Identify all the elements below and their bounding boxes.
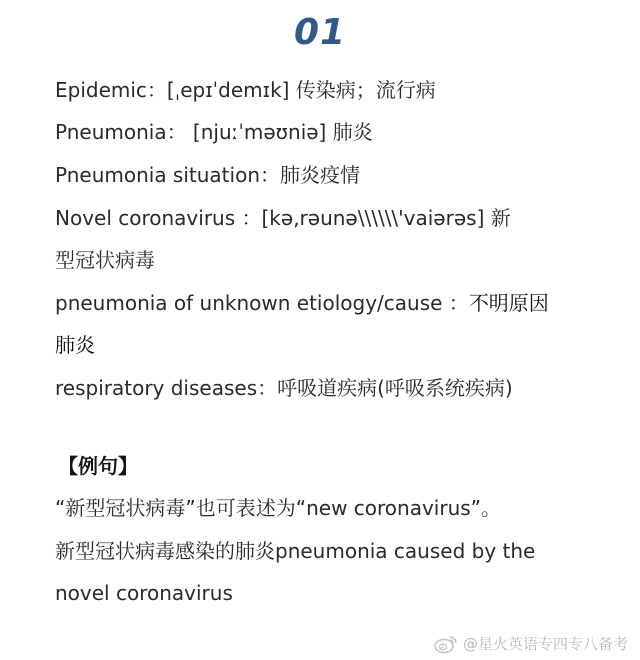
vocab-pneumonia-situation: Pneumonia situation：肺炎疫情 xyxy=(55,163,360,187)
watermark-text: @星火英语专四专八备考 xyxy=(462,635,628,653)
vocab-novel-coronavirus-cont: 型冠状病毒 xyxy=(55,248,155,272)
vocab-unknown-etiology-en: pneumonia of unknown etiology/cause ： xyxy=(55,291,469,315)
watermark xyxy=(433,633,628,654)
section-number: 01 xyxy=(293,12,347,53)
vocab-pneumonia: Pneumonia： [njuːˈməʊniə] 肺炎 xyxy=(55,120,373,144)
weibo-icon xyxy=(433,634,459,654)
example-label: 【例句】 xyxy=(58,454,138,478)
example-line-1: “新型冠状病毒”也可表述为“new coronavirus”。 xyxy=(55,496,502,520)
vocab-unknown-etiology xyxy=(55,289,549,317)
vocab-respiratory-diseases: respiratory diseases：呼吸道疾病(呼吸系统疾病) xyxy=(55,376,513,400)
example-line-3: novel coronavirus xyxy=(55,581,233,605)
vocab-epidemic: Epidemic：[ˌepɪˈdemɪk] 传染病；流行病 xyxy=(55,78,436,102)
example-line-2: 新型冠状病毒感染的肺炎pneumonia caused by the xyxy=(55,539,536,563)
vocab-unknown-etiology-cn: 不明原因 xyxy=(468,291,549,315)
vocab-novel-coronavirus: Novel coronavirus ：[kə,rəunə\\\\\\'vaiərəs] 新 xyxy=(55,206,511,230)
vocab-unknown-etiology-cont: 肺炎 xyxy=(55,333,95,357)
